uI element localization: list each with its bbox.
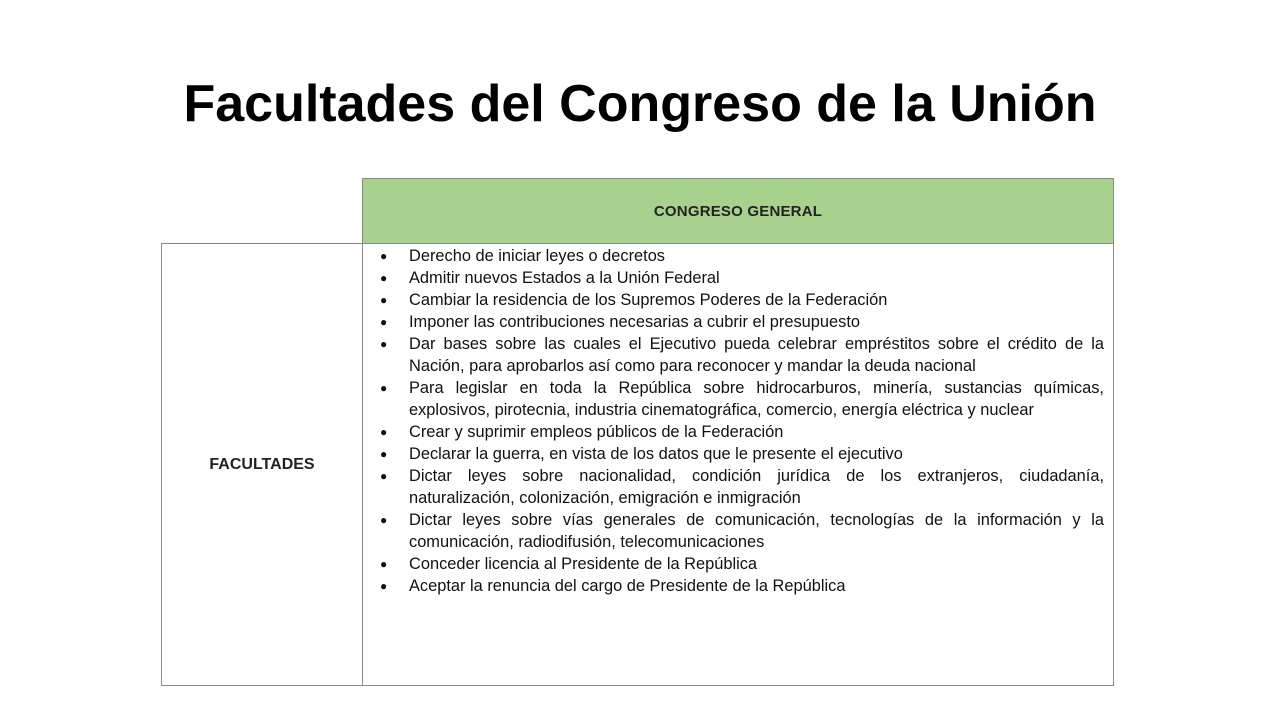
bullet-icon: ● [380,469,388,483]
list-item [379,289,1104,311]
list-item-text: Conceder licencia al Presidente de la República [409,555,758,573]
list-item-text: Dar bases sobre las cuales el Ejecutivo pueda celebrar empréstitos sobre el crédito de la Nación, para aprobarlos así como para reconocer y mandar la deuda nacional [409,335,1104,375]
list-item-text: Aceptar la renuncia del cargo de Presidente de la República [409,577,846,595]
table-content-cell [362,243,1114,686]
list-item [379,421,1104,443]
bullet-icon: ● [380,293,388,307]
list-item-text: Cambiar la residencia de los Supremos Poderes de la Federación [409,291,888,309]
bullet-icon: ● [380,315,388,329]
list-item-text: Derecho de iniciar leyes o decretos [409,247,666,265]
bullet-icon: ● [380,447,388,461]
list-item [379,553,1104,575]
table-header-cell [362,178,1114,244]
list-item-text: Dictar leyes sobre nacionalidad, condición jurídica de los extranjeros, ciudadanía, naturalización, colonización, emigración e inmigración [409,467,1104,507]
list-item [379,267,1104,289]
table-row-label-cell [161,243,363,686]
list-item-text: Imponer las contribuciones necesarias a cubrir el presupuesto [409,313,860,331]
bullet-icon: ● [380,271,388,285]
list-item-text: Para legislar en toda la República sobre hidrocarburos, minería, sustancias químicas, explosivos, pirotecnia, industria cinematográfica, comercio, energía eléctrica y nuclear [409,379,1104,419]
bullet-icon: ● [380,513,388,527]
list-item [379,509,1104,553]
bullet-icon: ● [380,381,388,395]
list-item-text: Crear y suprimir empleos públicos de la Federación [409,423,784,441]
bullet-icon: ● [380,249,388,263]
bullet-icon: ● [380,337,388,351]
slide-title: Facultades del Congreso de la Unión [183,75,1097,133]
bullet-icon: ● [380,557,388,571]
bullet-icon: ● [380,579,388,593]
table-row-label: FACULTADES [209,455,315,473]
bullet-icon: ● [380,425,388,439]
list-item-text: Declarar la guerra, en vista de los datos que le presente el ejecutivo [409,445,903,463]
list-item [379,575,1104,597]
facultades-list [379,245,1104,597]
table-header-label: CONGRESO GENERAL [653,202,823,220]
list-item [379,377,1104,421]
list-item [379,245,1104,267]
list-item [379,333,1104,377]
list-item-text: Admitir nuevos Estados a la Unión Federal [409,269,720,287]
list-item [379,465,1104,509]
list-item [379,443,1104,465]
list-item-text: Dictar leyes sobre vías generales de comunicación, tecnologías de la información y la comunicación, radiodifusión, telecomunicaciones [409,511,1104,551]
list-item [379,311,1104,333]
